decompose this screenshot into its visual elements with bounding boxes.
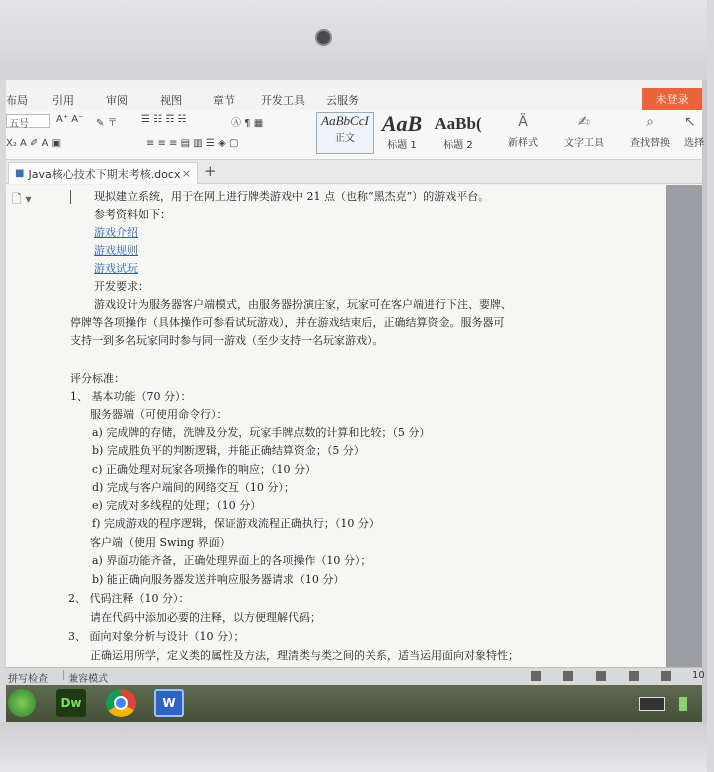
- menu-developer-tools[interactable]: 开发工具: [261, 94, 305, 107]
- style-heading-2-sample: AaBb(: [434, 114, 482, 133]
- doc-line: 停牌等各项操作（具体操作可参看试玩游戏），并在游戏结束后，正确结算资金。服务器可: [70, 316, 505, 329]
- document-area: [6, 185, 702, 667]
- dreamweaver-app[interactable]: Dw: [56, 689, 86, 717]
- style-normal-label: 正文: [335, 133, 355, 144]
- ribbon-toolbar: [6, 110, 702, 160]
- menu-chapter[interactable]: 章节: [213, 94, 235, 107]
- font-size-select[interactable]: 五号: [6, 114, 50, 128]
- doc-line: 评分标准：: [70, 372, 125, 385]
- find-replace-icon: ⌕: [646, 114, 654, 130]
- document-tab-bar: [6, 160, 702, 184]
- doc-line: 现拟建立系统，用于在网上进行牌类游戏中 21 点（也称“黑杰克”）的游戏平台。: [94, 190, 490, 203]
- doc-line: 服务器端（可使用命令行）：: [90, 408, 228, 421]
- menu-view[interactable]: 视图: [160, 94, 182, 107]
- link-game-trial[interactable]: 游戏试玩: [94, 262, 138, 275]
- style-heading-1[interactable]: [374, 112, 430, 154]
- battery-icon[interactable]: [679, 697, 687, 711]
- chrome-app[interactable]: [106, 689, 136, 717]
- doc-line: 客户端（使用 Swing 界面）: [90, 536, 231, 549]
- doc-line: 请在代码中添加必要的注释，以方便理解代码；: [90, 611, 321, 624]
- find-replace-label: 查找替换: [630, 138, 670, 149]
- zoom-level[interactable]: 10: [692, 670, 705, 681]
- doc-line: 正确运用所学，定义类的属性及方法，理清类与类之间的关系，适当运用面向对象特性；: [90, 649, 519, 662]
- webcam: [315, 29, 332, 46]
- align-icons[interactable]: ≡ ≡ ≡ ▤ ▥ ☰ ◈ ▢: [146, 138, 239, 149]
- grow-font-icon[interactable]: A⁺ A⁻: [56, 114, 84, 125]
- doc-line: f) 完成游戏的程序逻辑，保证游戏流程正确执行；（10 分）: [92, 517, 380, 530]
- document-page[interactable]: [6, 185, 666, 667]
- style-heading-1-sample: AaB: [381, 111, 423, 136]
- laptop-bezel-bottom: [0, 722, 707, 772]
- document-tab-title: Java核心技术下期末考核.docx: [28, 167, 181, 181]
- compat-mode-status: 兼容模式: [68, 674, 108, 685]
- menu-review[interactable]: 审阅: [106, 94, 128, 107]
- clear-format-icon[interactable]: ✎ 〒: [96, 118, 118, 129]
- new-tab-button[interactable]: +: [204, 162, 217, 180]
- menu-cloud-service[interactable]: 云服务: [326, 94, 359, 107]
- style-heading-2[interactable]: [430, 112, 486, 154]
- reading-view-icon[interactable]: [531, 671, 541, 681]
- document-tab[interactable]: [8, 162, 198, 184]
- paragraph-icon[interactable]: Ⓐ ¶ ▦: [231, 118, 264, 129]
- text-tools-icon: ✍: [578, 114, 590, 130]
- doc-line: 支持一到多名玩家同时参与同一游戏（至少支持一名玩家游戏）。: [70, 334, 384, 347]
- new-style-button[interactable]: [498, 114, 548, 149]
- select-button[interactable]: [684, 114, 714, 149]
- windows-taskbar: [6, 685, 702, 722]
- laptop-bezel-right: [702, 80, 707, 722]
- page-icon: 🗋 ▾: [12, 192, 32, 206]
- status-divider: |: [62, 670, 66, 681]
- doc-line: a) 完成牌的存储，洗牌及分发，玩家手牌点数的计算和比较；（5 分）: [92, 426, 431, 439]
- doc-line: 开发要求：: [94, 280, 149, 293]
- doc-line: b) 能正确向服务器发送并响应服务器请求（10 分）: [92, 573, 345, 586]
- doc-line: b) 完成胜负平的判断逻辑，并能正确结算资金；（5 分）: [92, 444, 365, 457]
- select-icon: ↖: [684, 114, 696, 130]
- style-heading-2-label: 标题 2: [443, 140, 473, 151]
- text-tools-label: 文字工具: [564, 138, 604, 149]
- outline-view-icon[interactable]: [596, 671, 606, 681]
- keyboard-icon[interactable]: [639, 697, 665, 711]
- doc-line: e) 完成对多线程的处理；（10 分）: [92, 499, 262, 512]
- doc-line: 游戏设计为服务器客户端模式，由服务器扮演庄家，玩家可在客户端进行下注、要牌、: [94, 298, 512, 311]
- doc-line: a) 界面功能齐备，正确处理界面上的各项操作（10 分）；: [92, 554, 372, 567]
- spell-check-status[interactable]: 拼写检查: [8, 674, 48, 685]
- style-normal-sample: AaBbCcI: [321, 113, 369, 128]
- select-label: 选择: [684, 138, 704, 149]
- menu-layout[interactable]: 布局: [6, 94, 28, 107]
- doc-line: c) 正确处理对玩家各项操作的响应；（10 分）: [92, 463, 316, 476]
- laptop-bezel-top: [0, 0, 707, 80]
- document-side-gutter: [666, 185, 702, 667]
- doc-line: d) 完成与客户端间的网络交互（10 分）；: [92, 481, 295, 494]
- style-normal[interactable]: [316, 112, 374, 154]
- wps-writer-icon: W: [162, 696, 176, 710]
- doc-line: 1、 基本功能（70 分）：: [70, 390, 192, 403]
- document-file-icon: ■: [15, 168, 25, 179]
- subscript-icon[interactable]: X₂ A ✐ A ▣: [6, 138, 62, 149]
- page-view-icon[interactable]: [563, 671, 573, 681]
- wps-writer-app[interactable]: [154, 689, 184, 717]
- login-button[interactable]: 未登录: [642, 88, 702, 110]
- status-bar: [6, 667, 705, 685]
- doc-line: 参考资料如下：: [94, 208, 171, 221]
- new-style-icon: Ä: [518, 114, 528, 130]
- doc-line: 2、 代码注释（10 分）：: [68, 592, 190, 605]
- screen: [6, 80, 705, 722]
- web-view-icon[interactable]: [629, 671, 639, 681]
- menu-bar: [6, 88, 702, 110]
- new-style-label: 新样式: [508, 138, 538, 149]
- find-replace-button[interactable]: [622, 114, 678, 149]
- link-game-rules[interactable]: 游戏规则: [94, 244, 138, 257]
- start-button[interactable]: [8, 689, 36, 717]
- zoom-menu-icon[interactable]: [661, 671, 671, 681]
- margin-marker: [70, 190, 71, 204]
- close-tab-icon[interactable]: ×: [181, 167, 191, 180]
- style-heading-1-label: 标题 1: [387, 140, 417, 151]
- doc-line: 3、 面向对象分析与设计（10 分）；: [68, 630, 245, 643]
- link-game-intro[interactable]: 游戏介绍: [94, 226, 138, 239]
- list-icon[interactable]: ☰ ☷ ☶ ☵: [141, 114, 187, 125]
- text-tools-button[interactable]: [556, 114, 612, 149]
- menu-references[interactable]: 引用: [52, 94, 74, 107]
